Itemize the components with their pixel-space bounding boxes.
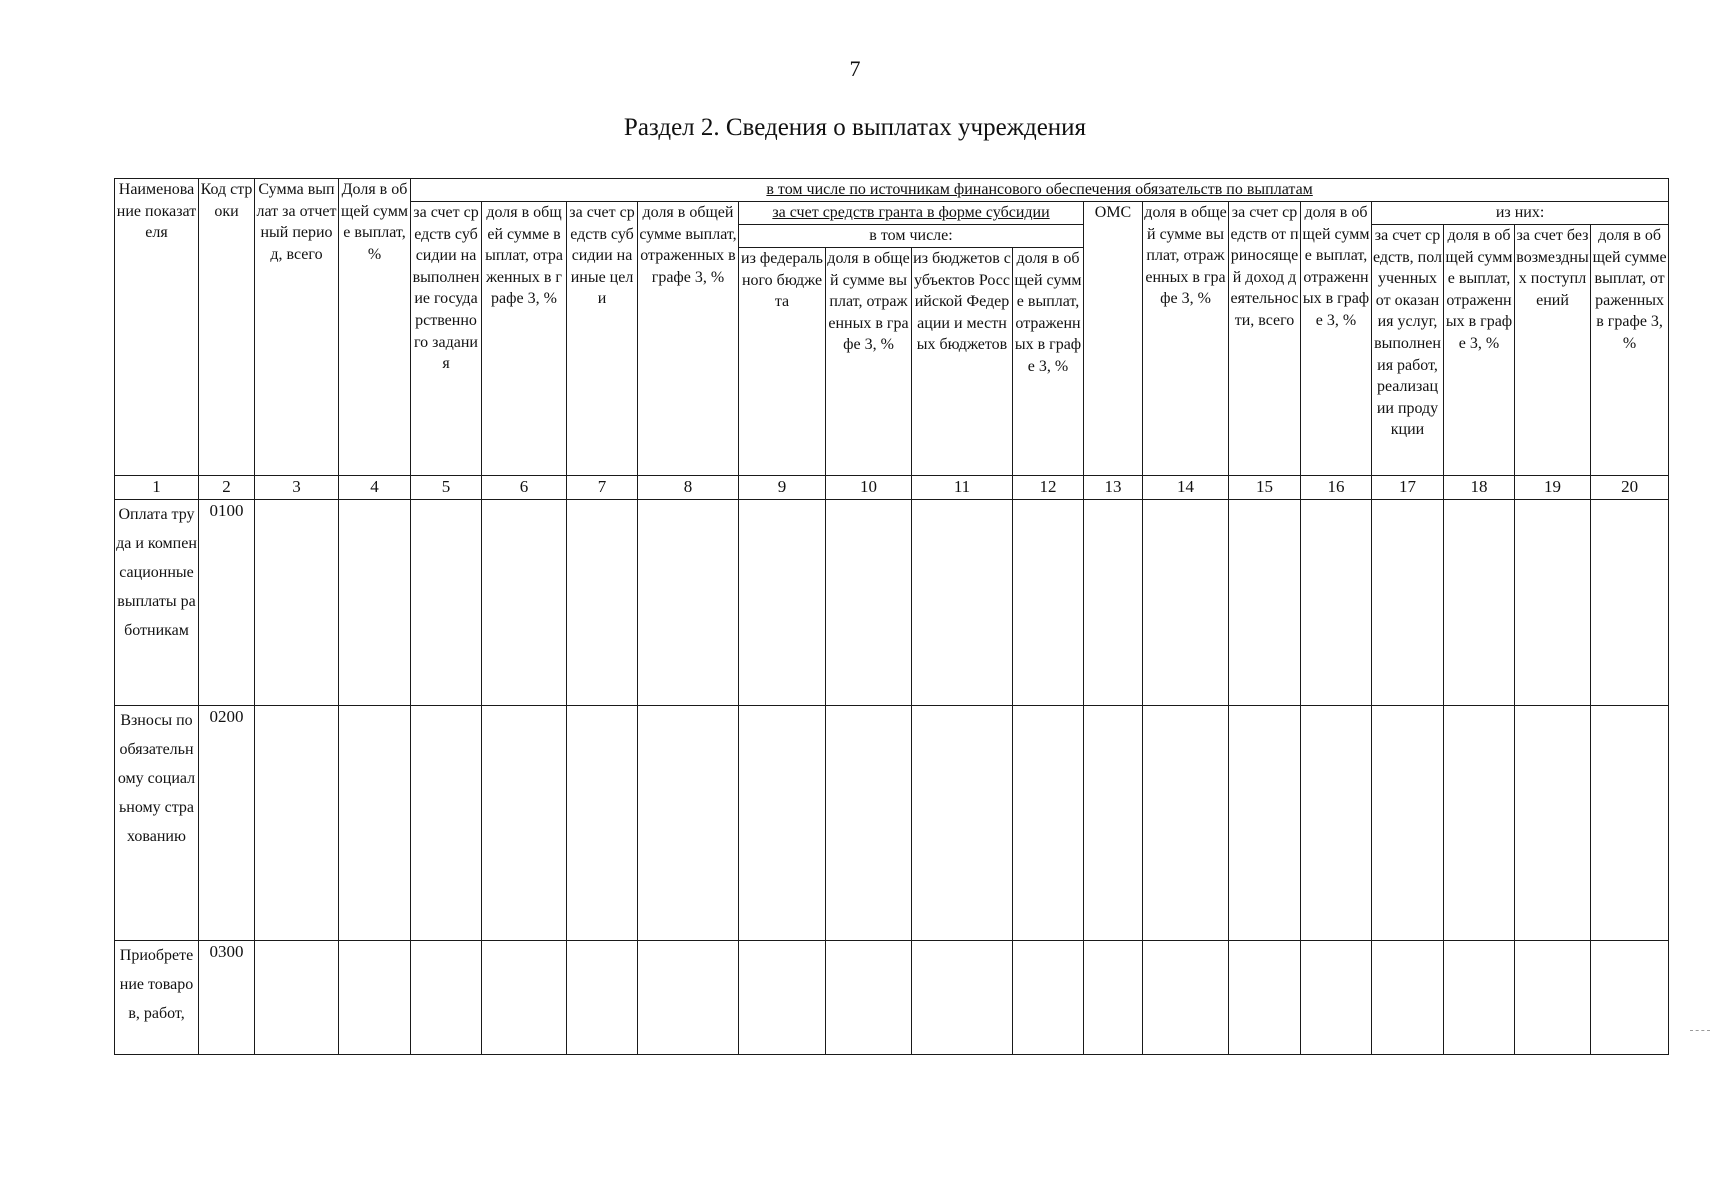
- column-number: 9: [739, 476, 826, 500]
- table-cell: [255, 705, 339, 940]
- table-cell: [1515, 499, 1591, 705]
- table-cell: [482, 499, 567, 705]
- header-sources-group-text: в том числе по источникам финансового обеспечения обязательств по выплатам: [766, 181, 1313, 198]
- payments-table: [114, 178, 1669, 1055]
- table-cell: [1591, 499, 1669, 705]
- column-number: 10: [826, 476, 912, 500]
- column-number: 6: [482, 476, 567, 500]
- table-cell: [339, 940, 411, 1054]
- table-cell: [1084, 499, 1143, 705]
- row-code: 0200: [199, 705, 255, 940]
- table-row: [115, 705, 1669, 940]
- table-cell: [912, 499, 1013, 705]
- table-row: [115, 940, 1669, 1054]
- header-state-task-subsidy: за счет средств субсидии на выполнение государственного задания: [411, 202, 482, 476]
- header-share-col20: доля в общей сумме выплат, отраженных в графе 3, %: [1591, 225, 1669, 476]
- table-cell: [339, 499, 411, 705]
- table-cell: [1084, 705, 1143, 940]
- payments-table-wrapper: [114, 178, 1668, 1055]
- table-row: [115, 499, 1669, 705]
- page-number: 7: [849, 56, 861, 81]
- column-numbers-row: [115, 476, 1669, 500]
- header-share-col6: доля в общей сумме выплат, отраженных в графе 3, %: [482, 202, 567, 476]
- table-cell: [411, 499, 482, 705]
- table-cell: [1229, 499, 1301, 705]
- column-number: 4: [339, 476, 411, 500]
- table-cell: [1372, 705, 1444, 940]
- table-cell: [1013, 705, 1084, 940]
- table-cell: [1372, 940, 1444, 1054]
- column-number: 16: [1301, 476, 1372, 500]
- table-cell: [567, 499, 638, 705]
- column-number: 17: [1372, 476, 1444, 500]
- table-cell: [1372, 499, 1444, 705]
- column-number: 11: [912, 476, 1013, 500]
- header-grant-group: [739, 202, 1084, 225]
- table-cell: [1591, 705, 1669, 940]
- header-gratuitous-receipts: за счет безвозмездных поступлений: [1515, 225, 1591, 476]
- header-regional-budgets: из бюджетов субъектов Российской Федерации и местных бюджетов: [912, 248, 1013, 476]
- table-cell: [638, 940, 739, 1054]
- table-cell: [482, 940, 567, 1054]
- header-indicator-name: Наименование показателя: [115, 179, 199, 476]
- table-cell: [1515, 940, 1591, 1054]
- table-cell: [1301, 499, 1372, 705]
- row-name: Взносы по обязательному социальному страхованию: [115, 705, 199, 940]
- table-cell: [411, 705, 482, 940]
- header-share-col12: доля в общей сумме выплат, отраженных в графе 3, %: [1013, 248, 1084, 476]
- column-number: 18: [1444, 476, 1515, 500]
- table-cell: [912, 705, 1013, 940]
- table-cell: [1084, 940, 1143, 1054]
- row-name: Оплата труда и компенсационные выплаты работникам: [115, 499, 199, 705]
- header-sources-group: [411, 179, 1669, 202]
- row-code: 0100: [199, 499, 255, 705]
- header-other-subsidy: за счет средств субсидии на иные цели: [567, 202, 638, 476]
- table-cell: [638, 499, 739, 705]
- column-number: 1: [115, 476, 199, 500]
- header-federal-budget: из федерального бюджета: [739, 248, 826, 476]
- table-cell: [1013, 940, 1084, 1054]
- table-cell: [567, 705, 638, 940]
- header-total-sum: Сумма выплат за отчетный период, всего: [255, 179, 339, 476]
- row-code: 0300: [199, 940, 255, 1054]
- column-number: 3: [255, 476, 339, 500]
- column-number: 19: [1515, 476, 1591, 500]
- header-share-col16: доля в общей сумме выплат, отраженных в графе 3, %: [1301, 202, 1372, 476]
- table-cell: [1229, 940, 1301, 1054]
- column-number: 14: [1143, 476, 1229, 500]
- table-cell: [1591, 940, 1669, 1054]
- column-number: 20: [1591, 476, 1669, 500]
- table-cell: [826, 705, 912, 940]
- table-cell: [1013, 499, 1084, 705]
- scan-artifact-line: [1690, 1030, 1710, 1032]
- header-share-total: Доля в общей сумме выплат, %: [339, 179, 411, 476]
- table-cell: [1301, 940, 1372, 1054]
- header-share-col14: доля в общей сумме выплат, отраженных в графе 3, %: [1143, 202, 1229, 476]
- column-number: 2: [199, 476, 255, 500]
- table-cell: [826, 499, 912, 705]
- header-oms: ОМС: [1084, 202, 1143, 476]
- row-name: Приобретение товаров, работ,: [115, 940, 199, 1054]
- column-number: 15: [1229, 476, 1301, 500]
- header-grant-group-text: за счет средств гранта в форме субсидии: [772, 204, 1050, 221]
- column-number: 5: [411, 476, 482, 500]
- table-cell: [1143, 499, 1229, 705]
- table-cell: [482, 705, 567, 940]
- table-cell: [1444, 499, 1515, 705]
- section-title: Раздел 2. Сведения о выплатах учреждения: [623, 114, 1087, 141]
- column-number: 8: [638, 476, 739, 500]
- table-cell: [638, 705, 739, 940]
- header-share-col10: доля в общей сумме выплат, отраженных в графе 3, %: [826, 248, 912, 476]
- table-cell: [1444, 940, 1515, 1054]
- header-services-income: за счет средств, полученных от оказания услуг, выполнения работ, реализации продукции: [1372, 225, 1444, 476]
- header-row-code: Код строки: [199, 179, 255, 476]
- column-number: 12: [1013, 476, 1084, 500]
- table-cell: [1301, 705, 1372, 940]
- table-cell: [1143, 940, 1229, 1054]
- header-row-1: [115, 179, 1669, 202]
- table-cell: [826, 940, 912, 1054]
- table-cell: [1444, 705, 1515, 940]
- table-cell: [255, 940, 339, 1054]
- header-share-col18: доля в общей сумме выплат, отраженных в графе 3, %: [1444, 225, 1515, 476]
- header-share-col8: доля в общей сумме выплат, отраженных в графе 3, %: [638, 202, 739, 476]
- table-cell: [739, 705, 826, 940]
- header-grant-subgroup: в том числе:: [739, 225, 1084, 248]
- column-number: 7: [567, 476, 638, 500]
- header-income-activity: за счет средств от приносящей доход деятельности, всего: [1229, 202, 1301, 476]
- table-cell: [411, 940, 482, 1054]
- table-cell: [1143, 705, 1229, 940]
- table-cell: [739, 940, 826, 1054]
- table-cell: [339, 705, 411, 940]
- table-cell: [1515, 705, 1591, 940]
- table-cell: [567, 940, 638, 1054]
- table-cell: [1229, 705, 1301, 940]
- header-of-them-group: из них:: [1372, 202, 1669, 225]
- table-cell: [912, 940, 1013, 1054]
- table-cell: [255, 499, 339, 705]
- table-cell: [739, 499, 826, 705]
- column-number: 13: [1084, 476, 1143, 500]
